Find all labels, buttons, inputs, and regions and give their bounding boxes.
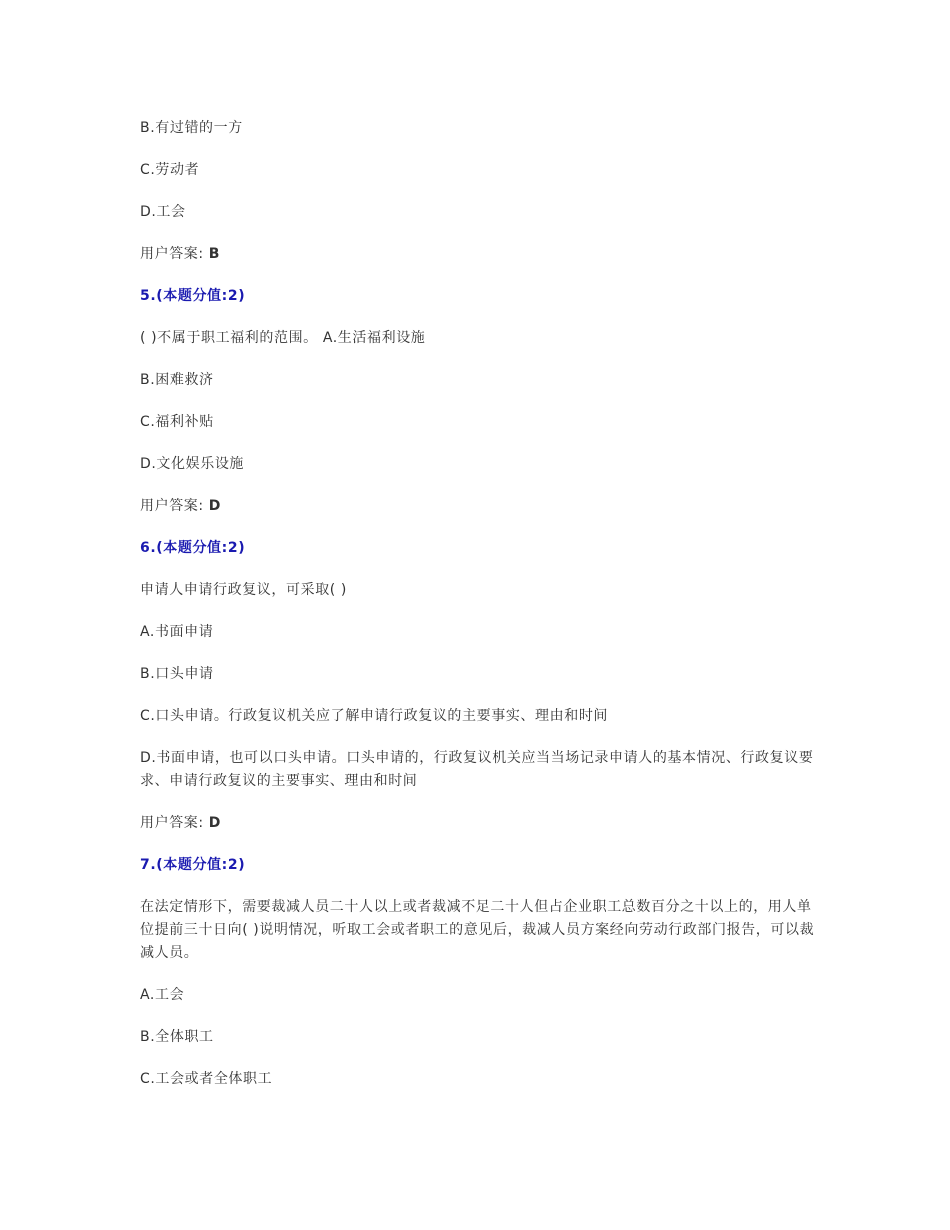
q6-header: 6.(本题分值:2) bbox=[140, 540, 246, 556]
q4-option-c: C.劳动者 bbox=[140, 162, 200, 178]
q7-option-c: C.工会或者全体职工 bbox=[140, 1071, 273, 1087]
user-answer-label: 用户答案: bbox=[140, 498, 204, 514]
q5-user-answer bbox=[140, 495, 820, 518]
q5-header: 5.(本题分值:2) bbox=[140, 288, 246, 304]
q5-stem: ( )不属于职工福利的范围。 A.生活福利设施 bbox=[140, 330, 426, 346]
user-answer-value: B bbox=[208, 246, 221, 262]
q7-option-b: B.全体职工 bbox=[140, 1029, 214, 1045]
q6-option-c: C.口头申请。行政复议机关应了解申请行政复议的主要事实、理由和时间 bbox=[140, 708, 609, 724]
q7-option-a: A.工会 bbox=[140, 987, 185, 1003]
user-answer-label: 用户答案: bbox=[140, 246, 204, 262]
q6-stem: 申请人申请行政复议，可采取( ) bbox=[140, 582, 347, 598]
q7-stem: 在法定情形下，需要裁减人员二十人以上或者裁减不足二十人但占企业职工总数百分之十以上的，用人单位提前三十日向( )说明情况，听取工会或者职工的意见后，裁减人员方案经向劳动行政部门报告，可以裁减人员。 bbox=[140, 899, 815, 961]
q5-option-d: D.文化娱乐设施 bbox=[140, 456, 245, 472]
user-answer-value: D bbox=[208, 815, 222, 831]
q6-option-a: A.书面申请 bbox=[140, 624, 214, 640]
q6-user-answer bbox=[140, 812, 820, 835]
user-answer-value: D bbox=[208, 498, 222, 514]
q5-option-c: C.福利补贴 bbox=[140, 414, 214, 430]
q7-header: 7.(本题分值:2) bbox=[140, 857, 246, 873]
user-answer-label: 用户答案: bbox=[140, 815, 204, 831]
q5-option-b: B.困难救济 bbox=[140, 372, 214, 388]
question-list bbox=[140, 117, 820, 1110]
q4-user-answer bbox=[140, 243, 820, 266]
q6-option-d: D.书面申请，也可以口头申请。口头申请的，行政复议机关应当当场记录申请人的基本情况、行政复议要求、申请行政复议的主要事实、理由和时间 bbox=[140, 750, 814, 789]
q4-option-b: B.有过错的一方 bbox=[140, 120, 243, 136]
q6-option-b: B.口头申请 bbox=[140, 666, 214, 682]
q4-option-d: D.工会 bbox=[140, 204, 186, 220]
